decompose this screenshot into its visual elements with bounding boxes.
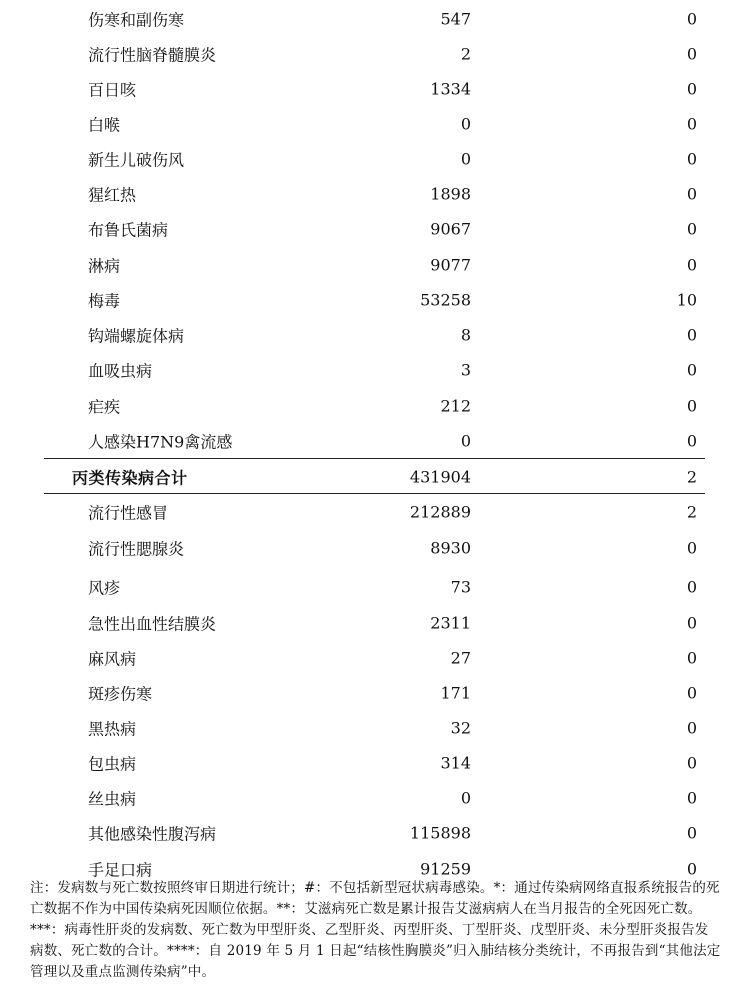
table-row [0,176,750,211]
disease-name: 人感染H7N9禽流感 [88,432,233,451]
death-count: 0 [686,431,697,450]
disease-name: 流行性感冒 [88,503,169,522]
death-count: 0 [686,219,697,238]
case-count: 91259 [420,859,471,878]
case-count: 1898 [430,184,471,203]
disease-name: 麻风病 [88,649,137,668]
death-count: 0 [686,683,697,702]
table-row [0,605,750,640]
death-count: 0 [686,859,697,878]
death-count: 0 [686,360,697,379]
class-c-total-row [0,459,750,494]
disease-name: 百日咳 [88,80,137,99]
case-count: 73 [450,577,471,596]
disease-name: 疟疾 [88,397,121,416]
death-count: 0 [686,718,697,737]
case-count: 1334 [430,79,471,98]
table-footnote: 注：发病数与死亡数按照终审日期进行统计；#：不包括新型冠状病毒感染。*：通过传染病网络直报系统报告的死亡数据不作为中国传染病死因顺位依据。**：艾滋病死亡数是累计报告艾滋病病人在当月报告的全死因死亡数。***：病毒性肝炎的发病数、死亡数为甲型肝炎、乙型肝炎、丙型肝炎、丁型肝炎、戊型肝炎、未分型肝炎报告发病数、死亡数的合计。****：自 2019 年 5 月 1 日起“结核性胸膜炎”归入肺结核分类统计，不再报告到“其他法定管理以及重点监测传染病”中。 [30,880,721,980]
total-case-count: 431904 [409,467,471,486]
disease-name: 白喉 [88,115,121,134]
disease-name: 淋病 [88,256,121,275]
disease-name: 伤寒和副伤寒 [88,10,185,29]
disease-name: 黑热病 [88,719,137,738]
disease-name: 钩端螺旋体病 [88,326,185,345]
table-row [0,36,750,71]
death-count: 0 [686,79,697,98]
death-count: 0 [686,753,697,772]
table-row [0,569,750,604]
death-count: 0 [686,788,697,807]
table-row [0,317,750,352]
disease-name: 急性出血性结膜炎 [88,614,217,633]
table-row [0,640,750,675]
death-count: 2 [686,502,697,521]
death-count: 0 [686,823,697,842]
table-row [0,388,750,423]
death-count: 0 [686,648,697,667]
table-row [0,352,750,387]
table-row [0,247,750,282]
table-row [0,141,750,176]
death-count: 10 [676,290,697,309]
disease-name: 布鲁氏菌病 [88,220,169,239]
table-row [0,106,750,141]
disease-name: 手足口病 [88,860,153,879]
case-count: 171 [440,683,471,702]
case-count: 9067 [430,219,471,238]
death-count: 0 [686,149,697,168]
table-row [0,675,750,710]
death-count: 0 [686,184,697,203]
case-count: 3 [460,360,471,379]
case-count: 314 [440,753,471,772]
case-count: 0 [460,149,471,168]
case-count: 212 [440,396,471,415]
case-count: 547 [440,9,471,28]
disease-name: 其他感染性腹泻病 [88,824,217,843]
death-count: 0 [686,325,697,344]
case-count: 27 [450,648,471,667]
table-row [0,780,750,815]
death-count: 0 [686,396,697,415]
death-count: 0 [686,538,697,557]
disease-name: 丝虫病 [88,789,137,808]
total-death-count: 2 [686,467,697,486]
case-count: 32 [450,718,471,737]
case-count: 212889 [409,502,471,521]
disease-name: 血吸虫病 [88,361,153,380]
disease-name: 流行性腮腺炎 [88,539,185,558]
table-row [0,710,750,745]
table-row [0,1,750,36]
death-count: 0 [686,114,697,133]
table-row [0,815,750,850]
case-count: 0 [460,431,471,450]
table-row [0,211,750,246]
death-count: 0 [686,613,697,632]
disease-name: 梅毒 [88,291,121,310]
case-count: 2 [460,44,471,63]
table-row [0,745,750,780]
death-count: 0 [686,9,697,28]
disease-name: 猩红热 [88,185,137,204]
case-count: 2311 [430,613,471,632]
case-count: 115898 [409,823,471,842]
table-row [0,282,750,317]
table-row [0,530,750,565]
disease-name: 新生儿破伤风 [88,150,185,169]
case-count: 53258 [420,290,471,309]
disease-name: 包虫病 [88,754,137,773]
table-row [0,494,750,529]
table-row [0,71,750,106]
disease-name: 斑疹伤寒 [88,684,153,703]
death-count: 0 [686,44,697,63]
case-count: 8 [460,325,471,344]
case-count: 0 [460,114,471,133]
table-row [0,423,750,458]
case-count: 9077 [430,255,471,274]
death-count: 0 [686,577,697,596]
disease-name: 流行性脑脊髓膜炎 [88,45,217,64]
case-count: 0 [460,788,471,807]
disease-name: 风疹 [88,578,121,597]
case-count: 8930 [430,538,471,557]
death-count: 0 [686,255,697,274]
total-label: 丙类传染病合计 [72,468,188,487]
